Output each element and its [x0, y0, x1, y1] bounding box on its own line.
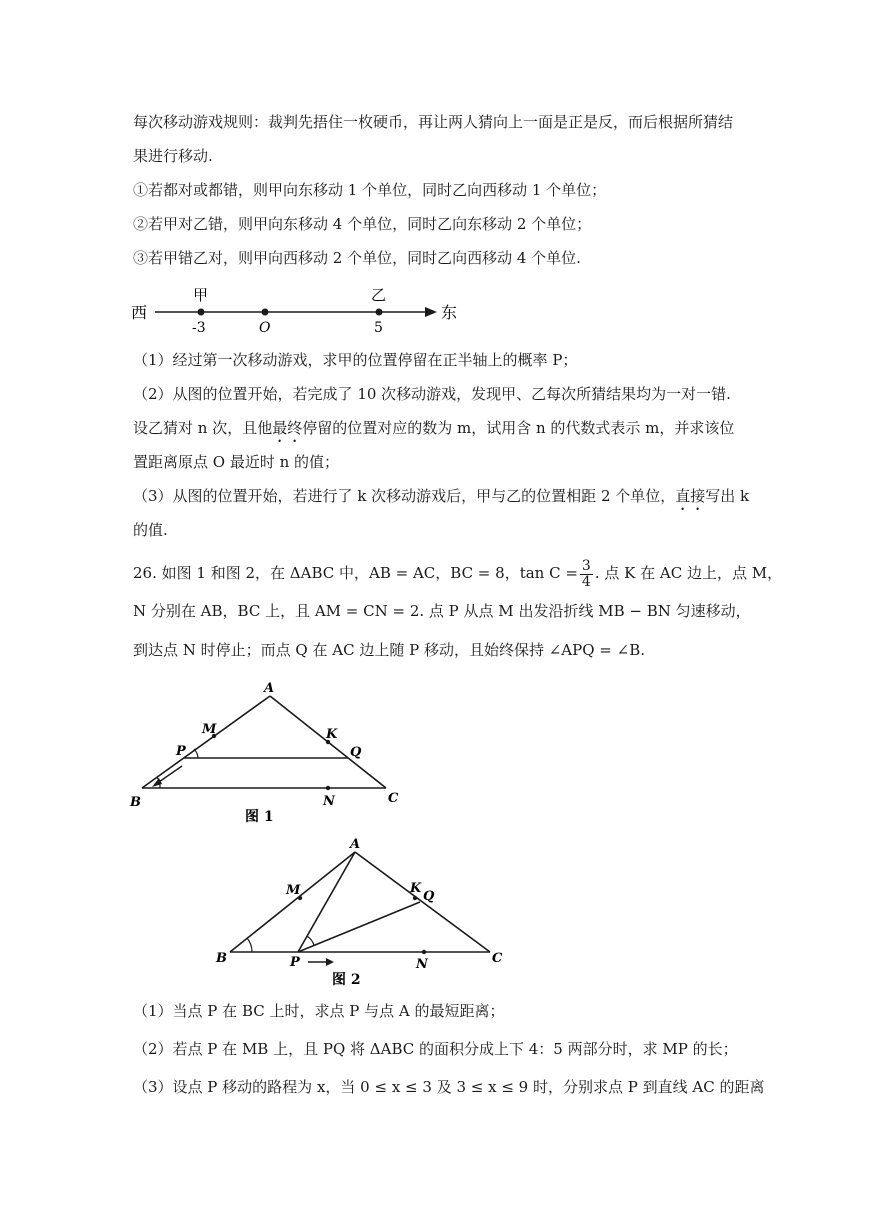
- svg-text:M: M: [202, 722, 217, 737]
- yi-value: 5: [374, 320, 383, 336]
- tan-fraction: [580, 559, 593, 590]
- svg-text:P: P: [176, 744, 186, 759]
- jia-point: [198, 309, 205, 316]
- q26-line-3: 到达点 N 时停止；而点 Q 在 AC 边上随 P 移动，且始终保持 ∠APQ = ∠B.: [133, 641, 645, 659]
- q25-part-2b: [133, 418, 734, 446]
- svg-text:C: C: [492, 951, 503, 966]
- jia-value: -3: [192, 320, 206, 336]
- fraction-denominator: 4: [581, 573, 591, 590]
- yi-point: [376, 309, 383, 316]
- q26-line-2: N 分别在 AB，BC 上，且 AM = CN = 2. 点 P 从点 M 出发沿折线 MB − BN 匀速移动，: [133, 602, 751, 620]
- rules-line-1: 每次移动游戏规则：裁判先捂住一枚硬币，再让两人猜向上一面是正是反，而后根据所猜结: [133, 113, 734, 131]
- svg-text:Q: Q: [350, 745, 362, 760]
- q25-part-3b: 的值.: [133, 521, 168, 539]
- svg-text:K: K: [326, 727, 338, 742]
- svg-text:P: P: [290, 955, 300, 970]
- jia-label: 甲: [193, 286, 209, 304]
- q25-part-2b-pre: 设乙猜对 n 次，且他: [133, 419, 273, 437]
- svg-text:Q: Q: [423, 889, 435, 904]
- yi-label: 乙: [371, 286, 387, 304]
- emphasis-directly: 直接: [675, 487, 706, 505]
- arrow-head-icon: [425, 307, 437, 317]
- q26-sub-2: （2）若点 P 在 MB 上，且 PQ 将 ΔABC 的面积分成上下 4：5 两部分时，求 MP 的长；: [133, 1040, 738, 1058]
- q26-line-1-post: . 点 K 在 AC 边上，点 M，: [594, 564, 783, 582]
- figure-1-caption: 图 1: [245, 809, 274, 825]
- q25-part-3a: [133, 486, 749, 514]
- q26-sub-1: （1）当点 P 在 BC 上时，求点 P 与点 A 的最短距离；: [133, 1002, 505, 1020]
- origin-label: O: [259, 320, 271, 336]
- rules-line-2: 果进行移动.: [133, 147, 213, 165]
- q26-sub-3: （3）设点 P 移动的路程为 x，当 0 ≤ x ≤ 3 及 3 ≤ x ≤ 9 时，分别求点 P 到直线 AC 的距离: [133, 1078, 765, 1096]
- q25-part-2b-post: 停留的位置对应的数为 m，试用含 n 的代数式表示 m，并求该位: [302, 419, 735, 437]
- q26-line-1-pre: 26. 如图 1 和图 2，在 ΔABC 中，AB = AC，BC = 8，tan C =: [133, 564, 578, 582]
- svg-text:M: M: [286, 883, 301, 898]
- fraction-numerator: 3: [581, 557, 591, 574]
- svg-text:B: B: [130, 795, 141, 810]
- svg-text:A: A: [350, 837, 361, 852]
- q25-part-3a-post: 写出 k: [705, 487, 750, 505]
- q26-line-1: [133, 558, 782, 590]
- svg-text:N: N: [416, 957, 428, 972]
- emphasis-final: 最终: [272, 419, 303, 437]
- rule-3: ③若甲错乙对，则甲向西移动 2 个单位，同时乙向西移动 4 个单位.: [133, 249, 581, 267]
- rule-1: ①若都对或都错，则甲向东移动 1 个单位，同时乙向西移动 1 个单位；: [133, 181, 607, 199]
- figure-2-caption: 图 2: [332, 972, 361, 988]
- svg-text:C: C: [388, 791, 399, 806]
- svg-text:K: K: [410, 881, 422, 896]
- q25-part-3a-pre: （3）从图的位置开始，若进行了 k 次移动游戏后，甲与乙的位置相距 2 个单位，: [133, 487, 676, 505]
- east-label: 东: [441, 303, 458, 322]
- q25-part-2a: （2）从图的位置开始，若完成了 10 次移动游戏，发现甲、乙每次所猜结果均为一对一错.: [133, 385, 731, 403]
- svg-text:A: A: [264, 681, 275, 696]
- svg-text:B: B: [216, 951, 227, 966]
- number-line-figure: [125, 278, 465, 338]
- figure-2: [210, 834, 520, 990]
- west-label: 西: [131, 303, 148, 322]
- svg-text:N: N: [323, 794, 335, 809]
- q25-part-1: （1）经过第一次移动游戏，求甲的位置停留在正半轴上的概率 P；: [133, 351, 578, 369]
- figure-1: [128, 678, 418, 828]
- rule-2: ②若甲对乙错，则甲向东移动 4 个单位，同时乙向东移动 2 个单位；: [133, 215, 592, 233]
- origin-point: [262, 309, 269, 316]
- q25-part-2c: 置距离原点 O 最近时 n 的值；: [133, 453, 340, 471]
